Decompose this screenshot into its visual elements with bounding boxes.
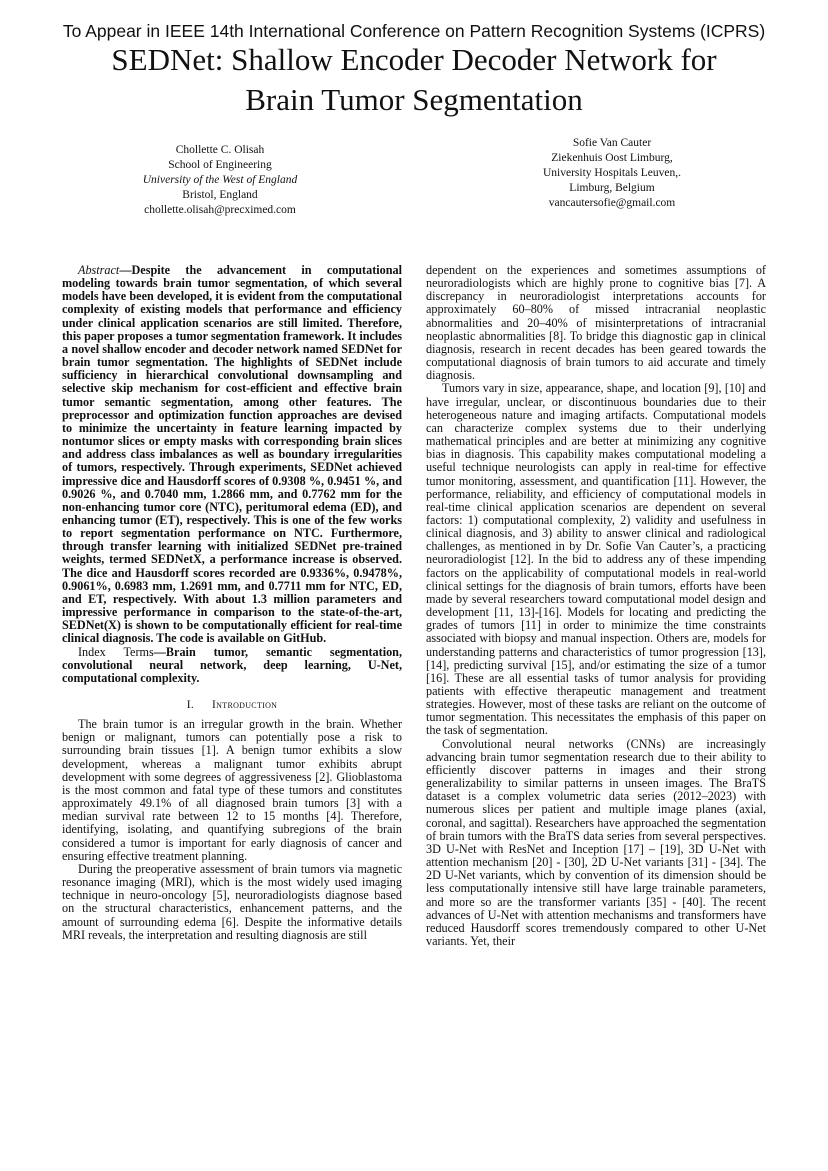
author-block-1 — [100, 143, 340, 218]
author-location: Limburg, Belgium — [569, 182, 655, 194]
author-department: Ziekenhuis Oost Limburg, — [551, 152, 673, 164]
right-paragraph-3: Convolutional neural networks (CNNs) are increasingly advancing brain tumor segmentation research due to their ability to efficiently discover patterns in images and their strong generalizability to similar patterns in unseen images. The BraTS dataset is a complex volumetric data series (2012–2023) with numerous slices per patient and multiple image planes (axial, coronal, and sagittal). Researchers have approached the segmentation of brain tumors with the BraTS data series from several perspectives. 3D U-Net with ResNet and Inception [17] – [19], 3D U-Net with attention mechanism [20] - [30], 2D U-Net variants [31] - [34]. The 2D U-Net variants, which by convention of its dimension should be less computationally intensive still have large trainable parameters, and more so are the transformer variants [35] - [40]. The recent advances of U-Net with attention mechanisms and transformers have reduced Hausdorff scores tremendously compared to other U-Net variants. Yet, their — [426, 736, 766, 948]
right-paragraph-1: dependent on the experiences and sometimes assumptions of neuroradiologists which are highly prone to cognitive bias [7]. A discrepancy in neuroradiologist interpretations accounts for approximately 60–80% of missed intracranial neoplastic abnormalities and 20–40% of misinterpretations of intracranial neoplastic abnormalities [8]. To bridge this diagnostic gap in clinical diagnosis, research in recent decades has been geared towards the computational diagnosis of brain tumors to aid accurate and timely diagnosis. — [426, 263, 766, 383]
paper-title-line-2: Brain Tumor Segmentation — [245, 82, 583, 117]
abstract-text: —Despite the advancement in computational modeling towards brain tumor segmentation, of which several models have been developed, it is evident from the computational complexity of existing models that performance and efficiency under clinical application scenarios are still limited. Therefore, this paper proposes a tumor segmentation framework. It includes a novel shallow encoder and decoder network named SEDNet for brain tumor segmentation. The highlights of SEDNet include sufficiency in hierarchical convolutional downsampling and selective skip mechanism for cost-efficient and effective brain tumor semantic segmentation, among other features. The preprocessor and optimization function approaches are devised to minimize the uncertainty in feature learning impacted by nontumor slices or empty masks with corresponding brain slices and address class imbalances as well as boundary irregularities of tumors, respectively. Through experiments, SEDNet achieved impressive dice and Hausdorff scores of 0.9308 %, 0.9451 %, and 0.9026 %, and 0.7040 mm, 1.2866 mm, and 0.7762 mm for the non-enhancing tumor core (NTC), peritumoral edema (ED), and enhancing tumor (ET), respectively. This is one of the few works to report segmentation performance on NTC. Furthermore, through transfer learning with initialized SEDNet pre-trained weights, termed SEDNetX, a performance increase is observed. The dice and Hausdorff scores recorded are 0.9336%, 0.9478%, 0.9061%, 0.6983 mm, 1.2691 mm, and 0.7711 mm for NTC, ED, and ET, respectively. With about 1.3 million parameters and impressive performance in comparison to the state-of-the-art, SEDNet(X) is shown to be computationally efficient for real-time clinical diagnosis. The code is available on GitHub. — [62, 263, 402, 646]
left-column — [62, 264, 402, 942]
right-column — [426, 264, 766, 948]
abstract-paragraph — [62, 264, 402, 646]
index-terms-paragraph — [62, 646, 402, 685]
author-affiliation: University of the West of England — [142, 174, 298, 186]
author-name: Chollette C. Olisah — [175, 144, 265, 156]
abstract-label: Abstract — [78, 263, 120, 277]
right-paragraph-2: Tumors vary in size, appearance, shape, and location [9], [10] and have irregular, unclear, or discontinuous boundaries due to their heterogeneous nature and imaging artifacts. Computational models can characterize complex systems due to their underlying mathematical principles and are better at minimizing any cognitive bias in diagnosis. This capability makes computational modeling a useful technique neurologists can apply in real-time for effective tumor monitoring, assessment, and quantification [11]. However, the performance, reliability, and efficiency of computational models in real-time clinical application scenarios are dependent on several factors: 1) computational complexity, 2) validity and usefulness in clinical diagnosis, and 3) ability to answer clinical and radiological challenges, as mentioned in by Dr. Sofie Van Cauter’s, a practicing neuroradiologist [12]. In the bid to address any of these impending factors on the applicability of computational models in real-world clinical settings for the diagnosis of brain tumors, efforts have been made by several researchers toward computational model design and development [11, 13]-[16]. Models for locating and predicting the grades of tumors [11] in order to minimize the time constraints associated with biopsy and manual inspection. Others are, models for understanding patterns and characteristics of tumor progression [13], [14], predicting survival [15], and/or estimating the size of a tumor [16]. These are all essential tasks of tumor analysis for providing patients with effective therapeutic management and treatment strategies. However, most of these tasks are reliant on the outcome of tumor segmentation. This necessitates the emphasis of this paper on the task of segmentation. — [426, 381, 766, 738]
intro-paragraph-1: The brain tumor is an irregular growth in the brain. Whether benign or malignant, tumors can potentially pose a risk to surrounding brain tissues [1]. A benign tumor exhibits a slow development, whereas a malignant tumor exhibits abrupt development with some degrees of aggressiveness [2]. Glioblastoma is the most common and fatal type of these tumors and constitutes approximately 49.1% of all diagnosed brain tumors [3] with a median survival rate between 12 to 15 months [4]. Therefore, identifying, isolating, and quantifying subregions of the brain considered a tumor is important for early diagnosis of cancer and ensuring effective treatment planning. — [62, 717, 402, 863]
author-location: Bristol, England — [182, 189, 258, 201]
author-department: School of Engineering — [168, 159, 272, 171]
author-block-2 — [492, 136, 732, 211]
author-affiliation: University Hospitals Leuven,. — [543, 167, 681, 179]
conference-banner: To Appear in IEEE 14th International Conference on Pattern Recognition Systems (ICPRS) — [62, 21, 766, 41]
index-terms-label: Index Terms — [78, 644, 154, 659]
section-heading-introduction — [62, 699, 402, 712]
index-terms-text: —Brain tumor, semantic segmentation, convolutional neural network, deep learning, U-Net, computational complexity. — [62, 644, 402, 685]
intro-paragraph-2: During the preoperative assessment of brain tumors via magnetic resonance imaging (MRI), which is the most widely used imaging technique in neuro-oncology [5], neuroradiologists diagnose based on the structural characteristics, enhancement patterns, and the amount of surrounding edema [6]. Despite the informative details MRI reveals, the interpretation and resulting diagnosis are still — [62, 861, 402, 942]
author-name: Sofie Van Cauter — [572, 137, 652, 149]
section-number: I. — [186, 699, 195, 711]
paper-title-line-1: SEDNet: Shallow Encoder Decoder Network for — [111, 42, 717, 77]
author-email: vancautersofie@gmail.com — [548, 197, 676, 209]
paper-title — [60, 40, 768, 120]
author-email: chollette.olisah@precximed.com — [144, 204, 296, 216]
section-title: Introduction — [212, 699, 278, 711]
